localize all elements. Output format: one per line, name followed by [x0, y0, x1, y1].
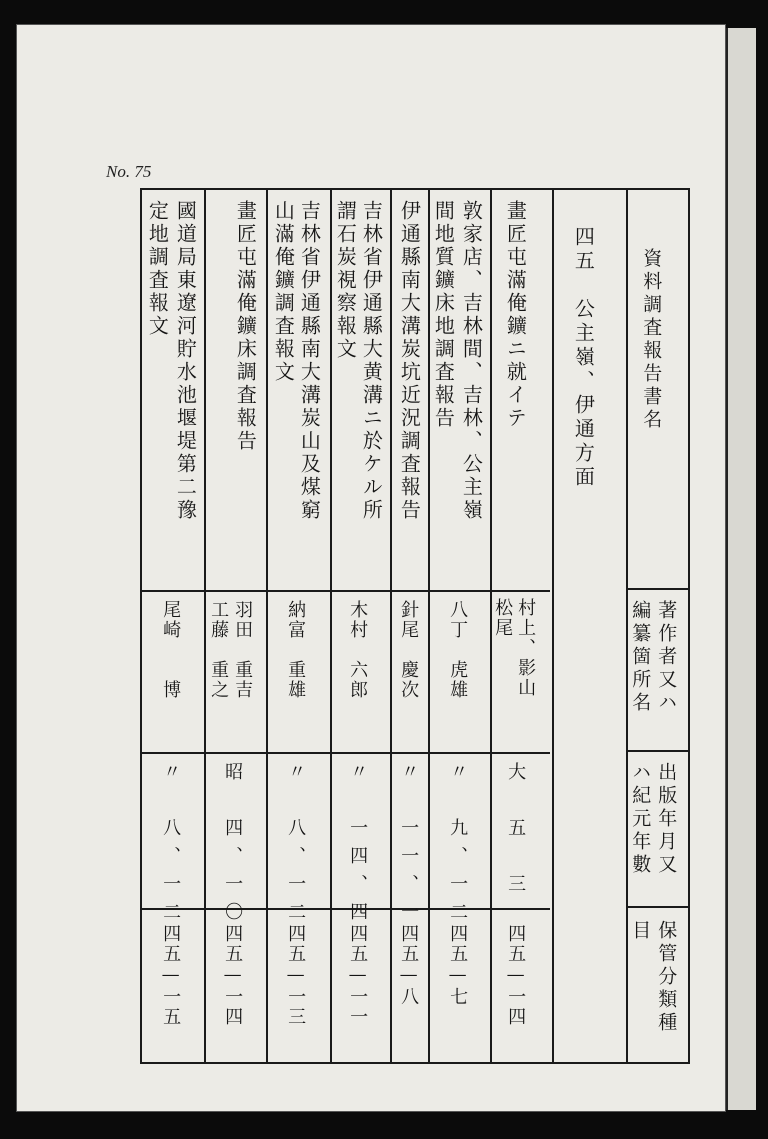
header-author-2: 編纂箇所名	[629, 600, 652, 715]
row-6-class: 四五—一五	[160, 924, 182, 1027]
row-4-title-1: 吉林省伊通縣南大溝炭山及煤窮	[297, 200, 322, 522]
author-date-divider	[140, 752, 550, 754]
row-2-title: 伊通縣南大溝炭坑近況調査報告	[397, 200, 422, 522]
row-5-author-2: 工藤 重之	[208, 600, 230, 700]
row-rule-6	[204, 188, 206, 1064]
section-left-rule	[552, 188, 554, 1064]
table-right-rule	[688, 188, 690, 1064]
row-5-title: 畫匠屯滿俺鑛床調査報告	[233, 200, 258, 453]
table-left-rule	[140, 188, 142, 1064]
header-title: 資料調査報告書名	[640, 248, 663, 432]
row-rule-4	[330, 188, 332, 1064]
sheet-number: No. 75	[106, 162, 152, 181]
row-3-author: 木村 六郎	[347, 600, 369, 700]
header-date-1: 出版年月又	[655, 762, 678, 877]
row-6-title-1: 國道局東遼河貯水池堰堤第二豫	[173, 200, 198, 522]
row-0-class: 四五—一四	[505, 924, 527, 1027]
row-2-date: 〃 一一、一	[398, 762, 420, 930]
header-divider-1	[626, 588, 688, 590]
row-1-class: 四五—七	[447, 924, 469, 1007]
row-rule-2	[428, 188, 430, 1064]
row-6-author: 尾崎 博	[160, 600, 182, 700]
row-4-date: 〃 八、一二	[285, 762, 307, 930]
header-class-1: 保管分類種	[655, 920, 678, 1035]
row-1-title-2: 間地質鑛床地調査報告	[431, 200, 456, 430]
row-rule-5	[266, 188, 268, 1064]
row-2-class: 四五—八	[398, 924, 420, 1007]
table-top-rule	[140, 188, 688, 190]
header-class-2: 目	[629, 920, 652, 943]
row-0-title: 畫匠屯滿俺鑛ニ就イテ	[503, 200, 528, 430]
section-heading: 四五 公主嶺、伊通方面	[571, 226, 596, 490]
row-3-title-1: 吉林省伊通縣大黄溝ニ於ケル所	[359, 200, 384, 522]
table-bottom-rule	[140, 1062, 688, 1064]
row-rule-3	[390, 188, 392, 1064]
header-divider-2	[626, 750, 688, 752]
row-0-date: 大 五 三	[505, 762, 527, 902]
row-6-date: 〃 八、一二	[160, 762, 182, 930]
row-3-class: 四五—一一	[347, 924, 369, 1027]
row-1-title-1: 敦家店、吉林間、吉林、公主嶺	[459, 200, 484, 522]
page-edge	[726, 28, 756, 1110]
date-class-divider	[140, 908, 550, 910]
row-5-author-1: 羽田 重吉	[232, 600, 254, 700]
header-date-2: ハ紀元年數	[629, 762, 652, 877]
row-4-title-2: 山滿俺鑛調査報文	[271, 200, 296, 384]
header-author-1: 著作者又ハ	[655, 600, 678, 715]
row-4-author: 納富 重雄	[285, 600, 307, 700]
row-6-title-2: 定地調査報文	[145, 200, 170, 338]
row-3-title-2: 謂石炭視察報文	[333, 200, 358, 361]
row-4-class: 四五—一三	[285, 924, 307, 1027]
row-0-author-1: 村上、影山	[515, 598, 537, 698]
row-0-author-2: 松尾	[492, 598, 514, 638]
row-5-class: 四五—一四	[222, 924, 244, 1027]
row-2-author: 針尾 慶次	[398, 600, 420, 700]
row-1-author: 八丁 虎雄	[447, 600, 469, 700]
row-1-date: 〃 九、一二	[447, 762, 469, 930]
title-author-divider	[140, 590, 550, 592]
header-left-rule	[626, 188, 628, 1064]
header-divider-3	[626, 906, 688, 908]
row-3-date: 〃 一四、四	[347, 762, 369, 930]
row-5-date: 昭 四、一〇	[222, 762, 244, 930]
